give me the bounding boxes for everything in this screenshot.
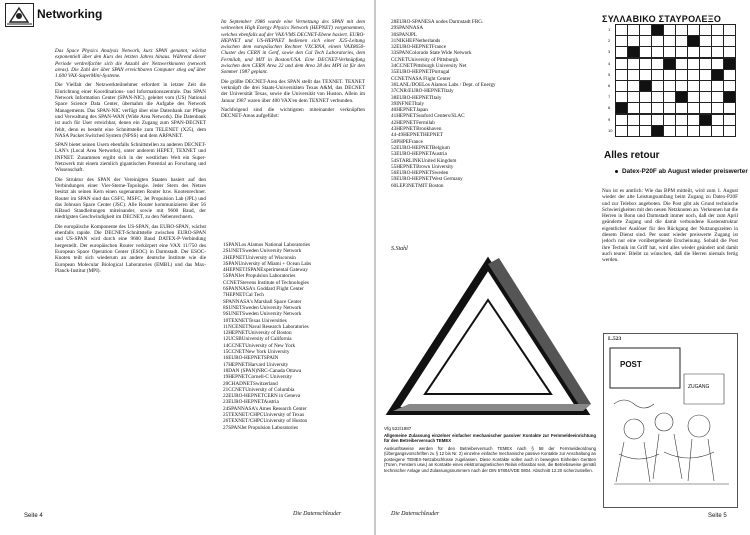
area-entry: 26TEXNET/CHPCUniversity of Huston [223, 418, 308, 425]
crossword-cell [723, 46, 736, 58]
crossword-cell [723, 24, 736, 36]
area-entry: 9SUNETSweden University Network [223, 311, 302, 318]
area-entry: 39INFNETItaly [391, 100, 425, 107]
magazine-signature: Die Datenschleuder [293, 511, 342, 517]
area-entry: 59EURO-HEPNETWest Germany [391, 176, 463, 183]
decnet-area-list-continued [391, 19, 596, 199]
crossword-grid [607, 24, 737, 144]
area-entry: 29SPANNASA [391, 25, 424, 32]
paragraph: Die europäische Komponente des US-SPAN, das EURO-SPAN, wächst ebenfalls rapide. Die DECNET-Schnittstelle zwischen EURO-SPAN und US-SPAN wird durch eine 9600 Baud DATEX-P-Verbindung hergestellt. Der europäischen Router verkörpert eine VAX 11/750 des European Space Operation Center (ESOC) in Darmstadt. Der ESOC-Knoten teilt sich wiederum an andere deutsche Institute wie die European Molecular Biological Laboratories (EMBL) und das Max-Planck-Institut (MPI). [55, 223, 206, 274]
area-entry: 5SPANJet Propulsion Laboratories [223, 273, 296, 280]
crossword-cell [723, 58, 736, 70]
crossword-cell [723, 102, 736, 114]
crossword-row-number: 8 [608, 105, 611, 111]
area-entry: 21CCNETUniversity of Columbia [223, 386, 295, 393]
area-entry: 40HEPNETJapan [391, 107, 428, 114]
area-entry: 19HEPNETCornell-C University [223, 374, 293, 381]
decnet-area-list [223, 242, 371, 514]
area-entry: 60LEP3NETMIT Boston [391, 182, 444, 189]
crossword-row-number: 5 [608, 71, 611, 77]
networking-logo-icon [5, 3, 34, 27]
area-entry: CCNETNASA Flight Center [391, 75, 451, 82]
figure-caption: Auskunftsweise werden für den Betreiberversuch TEMEX nach § 58 der Fernmeldeordnung (Übergangsvorschriften zu § 12 bis Nr. 2) einzelne einfache mechanische passive Kontakte zur Anschaltung an posteigene TEMEX-Netzabschlüsse zugelassen. Diese Kontakte sollen auch in bewegten Einheiten Geräten (Türen, Fenstern usw.) an Kontakte eines elektromagnetischen Relais erfassbar sein, die Betriebsweise gemäß technischer Anlage und Zulassungsnummern nach der DIN 57804/VDE 0804. Abschnitt 12.20 sicherzustellen. [384, 446, 596, 473]
area-entry: 18DAN (SPAN)NRC-Canada Ottawa [223, 367, 302, 374]
area-entry: 27SPANJet Propulsion Laboratories [223, 424, 299, 431]
crossword-row-number: 9 [608, 116, 611, 122]
crossword-row-number: 2 [608, 38, 611, 44]
crossword-row-number: 4 [608, 60, 611, 66]
area-entry: 12UCSBUniversity of California [223, 336, 292, 343]
cartoon-image [603, 333, 738, 508]
crossword-cell [723, 114, 736, 126]
area-entry: 1SPANLos Alamos National Laboratories [223, 242, 310, 248]
area-entry: 8SUNETSweden University Network [223, 304, 302, 311]
crossword-row-number: 6 [608, 83, 611, 88]
crossword-row-number: 1 [608, 27, 611, 32]
area-entry: 52EURO-HEPNETBelgium [391, 144, 450, 151]
area-entry: 41HEPNETSunford Centers/SLAC [391, 113, 465, 120]
area-entry: 11NCENETNaval Research Laboratories [223, 323, 309, 330]
paragraph: SPAN bietet seinen Usern ebenfalls Schnittstellen zu anderen DECNET-LAN's (Local Area Networks), unter anderem HEPET, TEXNET und INFNET. Zusammen ergibt sich in der westlichen Welt ein Super-Netzwerk mit einem ziemlich gigantischen Potential an Forschung und Wissenschaft. [55, 142, 206, 174]
area-entry: 42HEPNETFermilab [391, 119, 435, 126]
area-entry: 53EURO-HEPNETAustria [391, 151, 447, 158]
area-entry: 43HEPNETBrookhaven [391, 126, 442, 133]
crossword-row-number: 3 [608, 49, 611, 55]
area-entry: 10TEXNETTexas Universities [223, 317, 287, 324]
area-entry: 56EURO-HEPNETSweden [391, 170, 449, 177]
magazine-signature: Die Datenschleuder [391, 511, 440, 517]
area-entry: 33SPANColorado State Wide Network [391, 50, 472, 57]
page-gutter [374, 0, 376, 535]
page-number: Seite 5 [708, 513, 727, 519]
triangle-illusion-image [383, 256, 593, 426]
area-entry: 31NIKHEFNetherlands [391, 37, 441, 44]
area-entry: 30SPANJPL [391, 31, 418, 38]
area-entry: 16EURO-HEPNETSPAIN [223, 355, 279, 362]
crossword-cell [723, 80, 736, 92]
area-entry: 24SPANNASA's Ames Research Center [223, 405, 307, 412]
area-entry: 34CCNETPittsburgh University Net [391, 63, 467, 70]
crossword-cell [723, 125, 736, 137]
area-entry: 28EURO-SPANESA nodes Darmstadt FRG. [391, 19, 484, 25]
figure-id: Vfg 522/1987 [384, 426, 412, 431]
area-entry: 38EURO-HEPNETItaly [391, 94, 442, 101]
crossword-row-number: 10 [608, 127, 613, 133]
area-entry: 6SPANNASA's Goddard Flight Center [223, 286, 304, 293]
area-entry: 3SPANUniversity of Miami + Ocean Labs [223, 260, 312, 267]
area-entry: 54STARLINKUnited Kingdom [391, 157, 457, 164]
left-column-2 [221, 19, 365, 241]
area-entry: 14CCNETUniversity of New York [223, 342, 296, 349]
crossword-cell [723, 69, 736, 81]
area-entry: 2SUNETSweden University Network [223, 248, 302, 255]
paragraph: Die Vielfalt der Netzwerkteilnehmer erfordert in letzter Zeit die Einrichtung einer Koordinations- und Informationszentrale. Das SPAN Network Information Center (SPAN-NIC), geleitet vom (US) National Space Science Data Center, übernahm die Aufgabe des Network Managements. Das SPAN-NIC verfügt über eine Datenbank zur Pflege und Verwaltung des SPAN-WAN (Wide Area Network). Die Datenbank ist auch für User erreichbar, denen ein Zugang zum SPAN-DECNET fehlt, denn es besteht eine Schnittstelle zum TELENET (X25), dem NASA Packet Switched System (NPSS) und dem ARPANET. [55, 82, 206, 139]
paragraph: Das Space Physics Analysis Network, kurz SPAN genannt, wächst exponentiell über den Kurs des letzten Jahres hinaus. Während dieser Periode verdreifachte sich die Anzahl der Netzwerkknoten (network areas). Die Zahl der über SPAN erreichbaren Computer stieg auf über 1.600 VAX-SuperMini-Systeme. [55, 48, 206, 80]
cartoon-sign-word: ZUGANG [688, 384, 710, 390]
left-column-1 [55, 48, 206, 496]
paragraph: Im September 1986 wurde eine Vernetzung des SPAN mit dem weltweiten High Energy Physics Network (HEPNET) vorgenommen, welches ebenfalls auf der VAX/VMS DECNET-Ebene basiert. EURO-HEPNET und US-HEPNET bedienen sich einer X25-Leitung zwischen dem europäischen Rechner VXCRNA, einem VAX8650-Cluster des CERN in Genf, sowie den Cal Tech Laboratories, dem Fermilab, und MIT in Boston/USA. Eine DECNET-Verknüpfung zwischen dem CERN Area 22 und dem Area 28 des MPI ist für den Sommer 1987 geplant. [221, 19, 365, 76]
area-entry: 23EURO-HEPNETAustria [223, 399, 279, 406]
crossword-row-number: 7 [608, 94, 611, 100]
area-entry: CCNETUniversity of Pittsburgh [391, 56, 459, 63]
paragraph: Die größte DECNET-Area des SPAN stellt das TEXNET. TEXNET verknüpft die drei Staats-Universitäten Texas A&M, das DECNET der Universität Texas, sowie die Universität von Huston. Allein im Januar 1987 waren über 400 VAX'en dem TEXNET verbunden. [221, 78, 365, 104]
area-entry: 36LANL/DOELos Alamos Labs / Dept. of Energy [391, 81, 496, 88]
area-entry: CCNETStevens Institute of Technologies [223, 279, 309, 286]
area-entry: 2HEPNETUniversity of Wisconsin [223, 254, 296, 261]
notice-subtitle: Datex-P20F ab August wieder preiswerter [622, 168, 748, 175]
area-entry: 37CNR/EURO-HEPNETItaly [391, 88, 454, 95]
area-entry: 7HEPNETCal Tech [223, 292, 264, 299]
area-entry: 4HEPNETJSPANExperimental Gateway [223, 267, 308, 274]
notice-title: Alles retour [604, 150, 660, 161]
bullet-dot-icon [615, 170, 618, 173]
area-entry: 17HEPNETHarvard University [223, 361, 289, 368]
cartoon-label: L.523 [608, 336, 622, 342]
cartoon-sign-word: POST [620, 360, 642, 369]
area-entry: 32EURO-HEPNETFrance [391, 44, 447, 51]
area-entry: 35EURO-HEPNETPortugal [391, 69, 450, 76]
area-entry: SPANNASA's Marshall Space Center [223, 298, 302, 305]
notice-text: Nun ist es amtlich: Wie das BPM mitteilt, wird zum 1. August wieder der alte Leistungsumfang beim Zugang zu Datex-P20F und zur Telebox angeboten. Die Post gibt als Grund technische Schwierigkeiten mit den neuen Netzknoten an. Verkennen hat die Herren in Bonn und Darmstadt immer noch, daß der zum April geänderte Zugang und die damit verbundene Kostenstruktur eigentlicher Auslöser für den Rückgang der Nutzungszeiten in diesem Dienst sind. Per sonst wieder preiswerte Zugang ist jedoch nur eine vorübergehende Erscheinung. Sobald die Post ihre Technik im Griff hat, wird alles wieder geändert und damit auch teurer. Bleibt zu wünschen, daß die Herren niemals fertig werden. [602, 188, 738, 264]
figure-heading: Allgemeine Zulassung einzelner einfacher mechanischer passiver Kontakte zur Fernmeldeeinrichtung für den Betreiberversuch TEMEX [384, 433, 596, 444]
area-entry: 55HEPNETBrown University [391, 163, 454, 170]
crossword-cell [723, 35, 736, 47]
crossword-title: ΣΥΛΛΑΒΙΚΟ ΣΤΑΥΡΟΛΕΞΟ [602, 14, 722, 24]
area-entry: 15CCNETNew York University [223, 349, 290, 356]
paragraph: Nachfolgend sind die wichtigsten miteinander verknüpften DECNET-Areas aufgeführt: [221, 106, 365, 120]
paragraph: Die Struktur des SPAN der Vereinigten Staaten basiert auf den Verbindungen einer Vier-Sterne-Topologie. Jeder Stern des Netzes besitzt als seinen Kern einen sogenannten Router bzw. Knotenrechner. Router im SPAN sind das GSFC, MSFC, Jet Propulsion Lab (JPL) und das Johnson Space Center (JSC). Alle Router kommunizieren über 56 KBaud Standleitungen miteinander, sowie mit 9600 Baud, der niedrigsten Geschwindigkeit im DECNET, zu den Nebenrechnern. [55, 176, 206, 221]
area-entry: 50PHPEFrance [391, 138, 423, 145]
author-credit: S.Stahl [391, 246, 408, 252]
area-entry: 25TEXNET/CHPCUniversity of Texas [223, 412, 305, 419]
area-entry: 22EURO-HEPNETCERN in Geneva [223, 393, 301, 400]
area-entry: 44-49HEPNETHEPNET [391, 132, 443, 139]
page-number: Seite 4 [24, 513, 43, 519]
article-title: Networking [37, 7, 103, 21]
area-entry: 20CHADNETSwitzerland [223, 380, 278, 387]
area-entry: 12HEPNETUniversity of Boston [223, 330, 292, 337]
crossword-cell [723, 91, 736, 103]
